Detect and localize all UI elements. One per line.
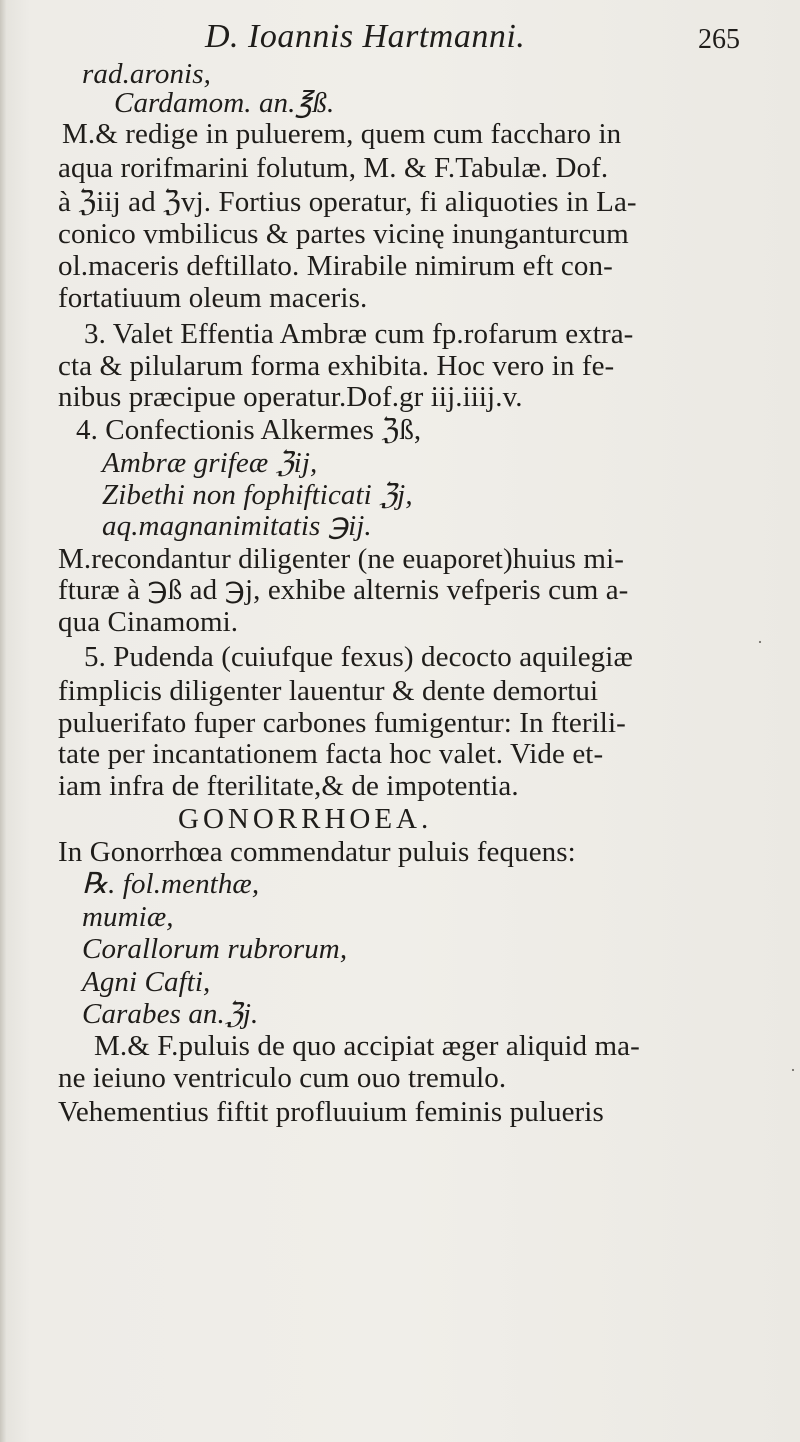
text-line: tate per incantationem facta hoc valet. Vide et- bbox=[58, 738, 604, 770]
text-line: Vehementius fiftit profluuium feminis pulueris bbox=[58, 1096, 604, 1128]
text-line: ℞. fol.menthæ, bbox=[82, 868, 260, 900]
text-line: fimplicis diligenter lauentur & dente demortui bbox=[58, 675, 599, 707]
text-line: Carabes an.ℨj. bbox=[82, 998, 259, 1030]
margin-speck: · bbox=[757, 632, 763, 652]
text-line: à ℨiij ad ℨvj. Fortius operatur, fi aliquoties in La- bbox=[58, 186, 637, 218]
page-header bbox=[0, 18, 800, 58]
text-line: nibus præcipue operatur.Dof.gr iij.iiij.v. bbox=[58, 381, 523, 413]
running-head: D. Ioannis Hartmanni. bbox=[205, 18, 526, 55]
text-line: aqua rorifmarini folutum, M. & F.Tabulæ. Dof. bbox=[58, 152, 609, 184]
text-line: cta & pilularum forma exhibita. Hoc vero in fe- bbox=[58, 350, 615, 382]
text-line: Corallorum rubrorum, bbox=[82, 933, 348, 965]
text-line: puluerifato fuper carbones fumigentur: In fterili- bbox=[58, 707, 626, 739]
text-line: 5. Pudenda (cuiufque fexus) decocto aquilegiæ bbox=[84, 641, 633, 673]
text-line: Ambræ grifeæ ℨij, bbox=[102, 447, 318, 479]
text-line: conico vmbilicus & partes vicinę inunganturcum bbox=[58, 218, 629, 250]
text-line: M.& redige in puluerem, quem cum faccharo in bbox=[62, 118, 622, 150]
text-line: Zibethi non fophifticati ℨj, bbox=[102, 479, 413, 511]
text-line: 4. Confectionis Alkermes ℨß, bbox=[76, 414, 422, 446]
page-number: 265 bbox=[698, 24, 740, 55]
text-line: M.recondantur diligenter (ne euaporet)huius mi- bbox=[58, 543, 624, 575]
text-line: mumiæ, bbox=[82, 901, 174, 933]
text-line: 3. Valet Effentia Ambræ cum fp.rofarum extra- bbox=[84, 318, 634, 350]
page-binding-edge bbox=[0, 0, 6, 1442]
text-line: fturæ à ℈ß ad ℈j, exhibe alternis vefperis cum a- bbox=[58, 574, 629, 606]
text-line: Agni Cafti, bbox=[82, 966, 211, 998]
text-line: ne ieiuno ventriculo cum ouo tremulo. bbox=[58, 1062, 507, 1094]
text-line: aq.magnanimitatis ℈ij. bbox=[102, 510, 372, 542]
text-line: ol.maceris deftillato. Mirabile nimirum eft con- bbox=[58, 250, 613, 282]
text-line: In Gonorrhœa commendatur puluis fequens: bbox=[58, 836, 576, 868]
text-line: qua Cinamomi. bbox=[58, 606, 239, 638]
text-line: rad.aronis, bbox=[82, 58, 211, 90]
section-heading: GONORRHOEA. bbox=[178, 803, 433, 835]
text-line: M.& F.puluis de quo accipiat æger aliquid ma- bbox=[94, 1030, 640, 1062]
margin-speck: · bbox=[790, 1060, 796, 1080]
text-line: iam infra de fterilitate,& de impotentia. bbox=[58, 770, 519, 802]
text-line: fortatiuum oleum maceris. bbox=[58, 282, 368, 314]
text-line: Cardamom. an.℥ß. bbox=[114, 87, 335, 119]
